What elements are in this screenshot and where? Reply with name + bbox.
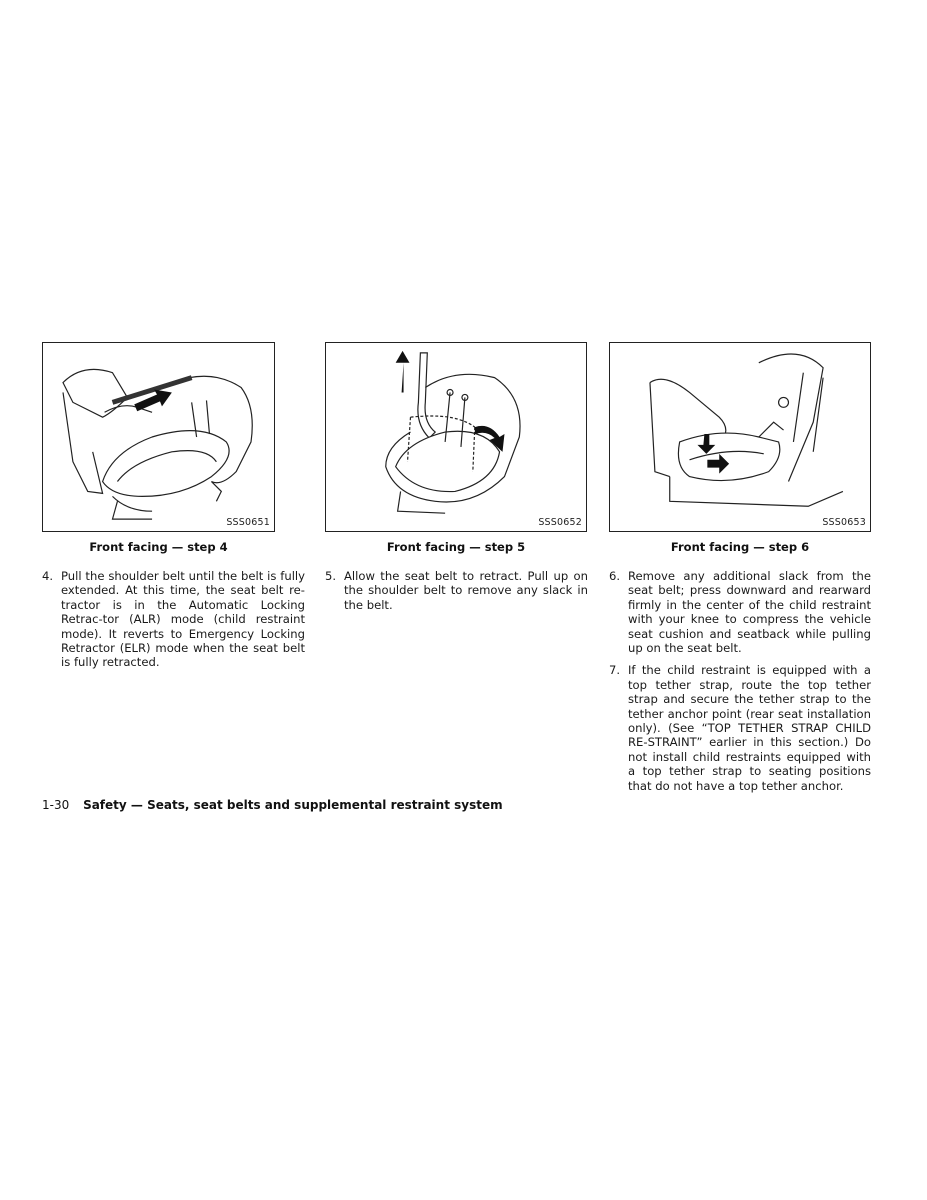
child-seat-step-6-illustration	[610, 343, 870, 531]
figure-step-6	[609, 342, 871, 532]
figure-code: SSS0653	[822, 517, 866, 528]
step-number: 4.	[42, 569, 54, 583]
step-text: Allow the seat belt to retract. Pull up on the shoulder belt to remove any slack in the belt.	[344, 569, 588, 612]
instruction-step	[325, 569, 588, 612]
instruction-step	[42, 569, 305, 670]
figure-step-4	[42, 342, 275, 532]
step-text: Pull the shoulder belt until the belt is fully extended. At this time, the seat belt re-tractor is in the Automatic Locking Retrac-tor (ALR) mode (child restraint mode). It reverts to Emergency Locking Retractor (ELR) mode when the seat belt is fully retracted.	[61, 569, 305, 670]
figure-code: SSS0651	[226, 517, 270, 528]
instructions-column-3	[609, 569, 871, 801]
child-seat-step-4-illustration	[43, 343, 274, 531]
step-text: If the child restraint is equipped with a top tether strap, route the top tether strap and secure the tether strap to the tether anchor point (rear seat installation only). (See “TOP TETHER STRAP CHILD RE-STRAINT” earlier in this section.) Do not install child restraints equipped with a top tether strap to seating positions that do not have a top tether anchor.	[628, 663, 871, 793]
step-text: Remove any additional slack from the seat belt; press downward and rearward firmly in the center of the child restraint with your knee to compress the vehicle seat cushion and seatback while pulling up on the seat belt.	[628, 569, 871, 656]
step-number: 7.	[609, 663, 621, 678]
page-number: 1-30	[42, 798, 70, 812]
section-title: Safety — Seats, seat belts and supplemental restraint system	[83, 798, 503, 812]
figure-caption: Front facing — step 5	[386, 540, 526, 554]
figure-step-5	[325, 342, 587, 532]
figure-caption: Front facing — step 6	[670, 540, 810, 554]
step-number: 6.	[609, 569, 621, 583]
instruction-step	[609, 663, 871, 793]
figure-code: SSS0652	[538, 517, 582, 528]
child-seat-step-5-illustration	[326, 343, 586, 531]
instructions-column-1	[42, 569, 305, 678]
page-footer	[42, 798, 503, 812]
figure-caption: Front facing — step 4	[89, 540, 228, 554]
step-number: 5.	[325, 569, 337, 583]
instructions-column-2	[325, 569, 588, 620]
instruction-step	[609, 569, 871, 655]
